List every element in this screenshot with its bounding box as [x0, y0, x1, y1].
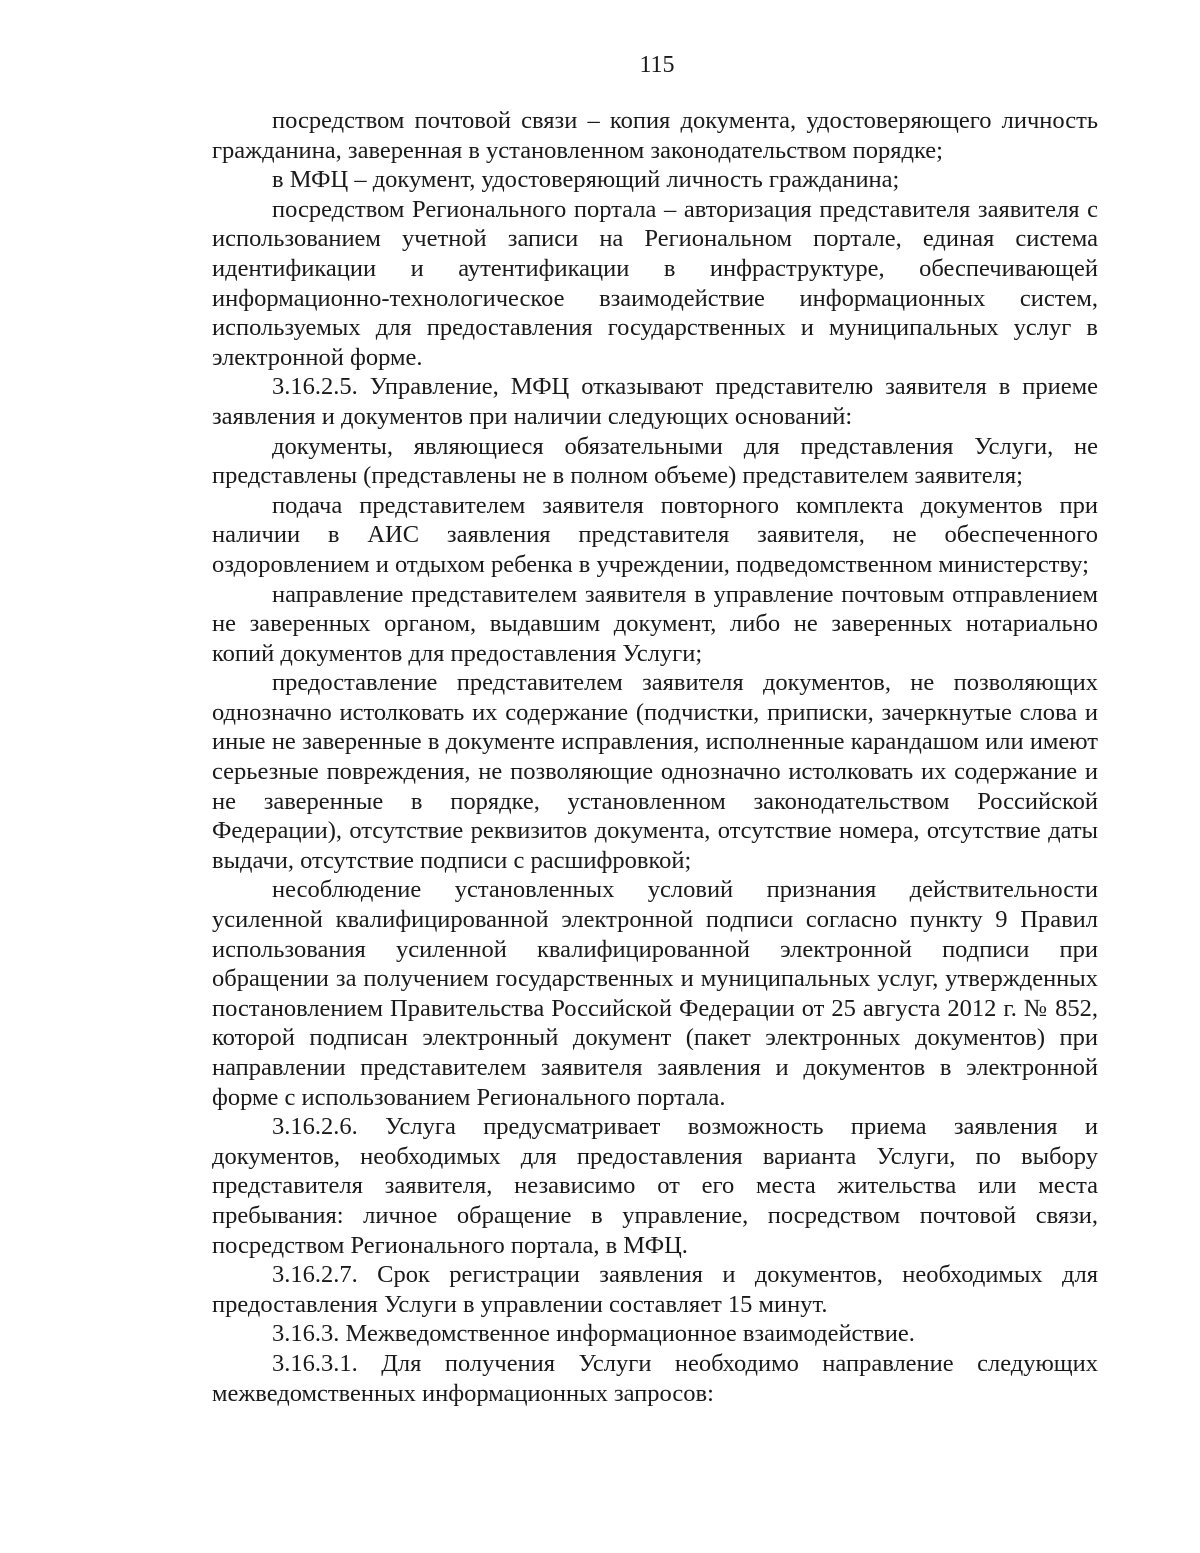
paragraph: 3.16.2.6. Услуга предусматривает возможность приема заявления и документов, необходимых для предоставления варианта Услуги, по выбору представителя заявителя, независимо от его места жительства или места пребывания: личное обращение в управление, посредством почтовой связи, посредством Регионального портала, в МФЦ.: [212, 1113, 1098, 1259]
paragraph: подача представителем заявителя повторного комплекта документов при наличии в АИС заявления представителя заявителя, не обеспеченного оздоровлением и отдыхом ребенка в учреждении, подведомственном министерству;: [212, 491, 1098, 578]
paragraph: 3.16.3.1. Для получения Услуги необходимо направление следующих межведомственных информационных запросов:: [212, 1349, 1098, 1407]
paragraph: предоставление представителем заявителя документов, не позволяющих однозначно истолковать их содержание (подчистки, приписки, зачеркнутые слова и иные не заверенные в документе исправления, исполненные карандашом или имеют серьезные повреждения, не позволяющие однозначно истолковать их содержание и не заверенные в порядке, установленном законодательством Российской Федерации), отсутствие реквизитов документа, отсутствие номера, отсутствие даты выдачи, отсутствие подписи с расшифровкой;: [212, 669, 1098, 874]
page-number: 115: [639, 52, 675, 78]
paragraph: в МФЦ – документ, удостоверяющий личность гражданина;: [272, 166, 900, 194]
paragraph: 3.16.2.5. Управление, МФЦ отказывают представителю заявителя в приеме заявления и документов при наличии следующих оснований:: [212, 373, 1098, 430]
paragraph: 3.16.2.7. Срок регистрации заявления и документов, необходимых для предоставления Услуги в управлении составляет 15 минут.: [212, 1261, 1098, 1318]
document-body: [212, 106, 1098, 1408]
paragraph: 3.16.3. Межведомственное информационное взаимодействие.: [272, 1320, 915, 1348]
paragraph: посредством Регионального портала – авторизация представителя заявителя с использованием учетной записи на Региональном портале, единая система идентификации и аутентификации в инфраструктуре, обеспечивающей информационно-технологическое взаимодействие информационных систем, используемых для предоставления государственных и муниципальных услуг в электронной форме.: [212, 195, 1098, 371]
paragraph: посредством почтовой связи – копия документа, удостоверяющего личность гражданина, заверенная в установленном законодательством порядке;: [212, 107, 1098, 164]
paragraph: направление представителем заявителя в управление почтовым отправлением не заверенных органом, выдавшим документ, либо не заверенных нотариально копий документов для предоставления Услуги;: [212, 580, 1098, 667]
paragraph: несоблюдение установленных условий признания действительности усиленной квалифицированной электронной подписи согласно пункту 9 Правил использования усиленной квалифицированной электронной подписи при обращении за получением государственных и муниципальных услуг, утвержденных постановлением Правительства Российской Федерации от 25 августа 2012 г. № 852, которой подписан электронный документ (пакет электронных документов) при направлении представителем заявителя заявления и документов в электронной форме с использованием Регионального портала.: [212, 876, 1098, 1111]
paragraph: документы, являющиеся обязательными для представления Услуги, не представлены (представлены не в полном объеме) представителем заявителя;: [212, 432, 1098, 490]
